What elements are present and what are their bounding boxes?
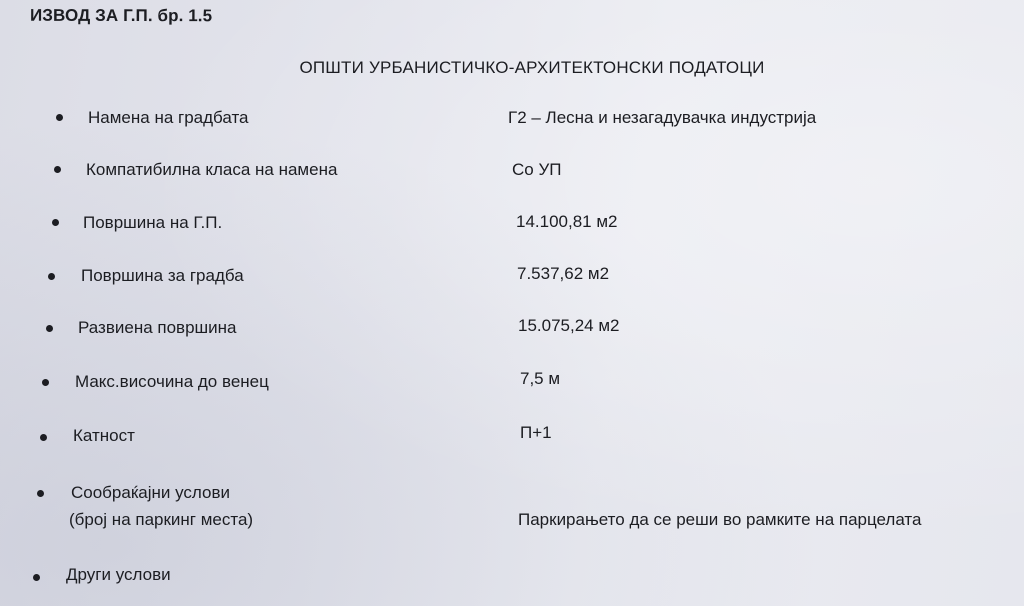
row-label-purpose: Намена на градбата [88, 108, 249, 127]
row-value-plot-area: 14.100,81 м2 [516, 212, 618, 231]
row-label-plot-area: Површина на Г.П. [83, 213, 223, 232]
bullet-icon [46, 325, 53, 332]
row-label-floors: Катност [73, 426, 135, 445]
bullet-icon [37, 490, 44, 497]
bullet-icon [54, 166, 61, 173]
row-label-max-height: Макс.височина до венец [75, 372, 269, 391]
document-title: ИЗВОД ЗА Г.П. бр. 1.5 [29, 5, 213, 26]
bullet-icon [56, 114, 63, 121]
bullet-icon [33, 574, 40, 581]
row-label-traffic: Сообраќајни услови [71, 483, 231, 502]
row-label-other: Други услови [66, 565, 171, 584]
row-label-developed-area: Развиена површина [78, 318, 237, 337]
bullet-icon [40, 434, 47, 441]
row-label-building-area: Површина за градба [81, 266, 244, 285]
bullet-icon [42, 379, 49, 386]
bullet-icon [52, 219, 59, 226]
row-value-floors: П+1 [520, 423, 552, 442]
row-value-building-area: 7.537,62 м2 [517, 264, 610, 283]
row-value-compatible-class: Со УП [512, 160, 562, 179]
row-value-traffic: Паркирањето да се реши во рамките на парцелата [518, 510, 922, 529]
row-value-developed-area: 15.075,24 м2 [518, 316, 620, 335]
row-value-purpose: Г2 – Лесна и незагадувачка индустрија [508, 108, 817, 127]
section-title: ОПШТИ УРБАНИСТИЧКО-АРХИТЕКТОНСКИ ПОДАТОЦИ [299, 58, 765, 77]
bullet-icon [48, 273, 55, 280]
row-label-compatible-class: Компатибилна класа на намена [86, 160, 338, 179]
row-label-traffic-parking: (број на паркинг места) [69, 510, 254, 529]
row-value-max-height: 7,5 м [520, 369, 561, 388]
